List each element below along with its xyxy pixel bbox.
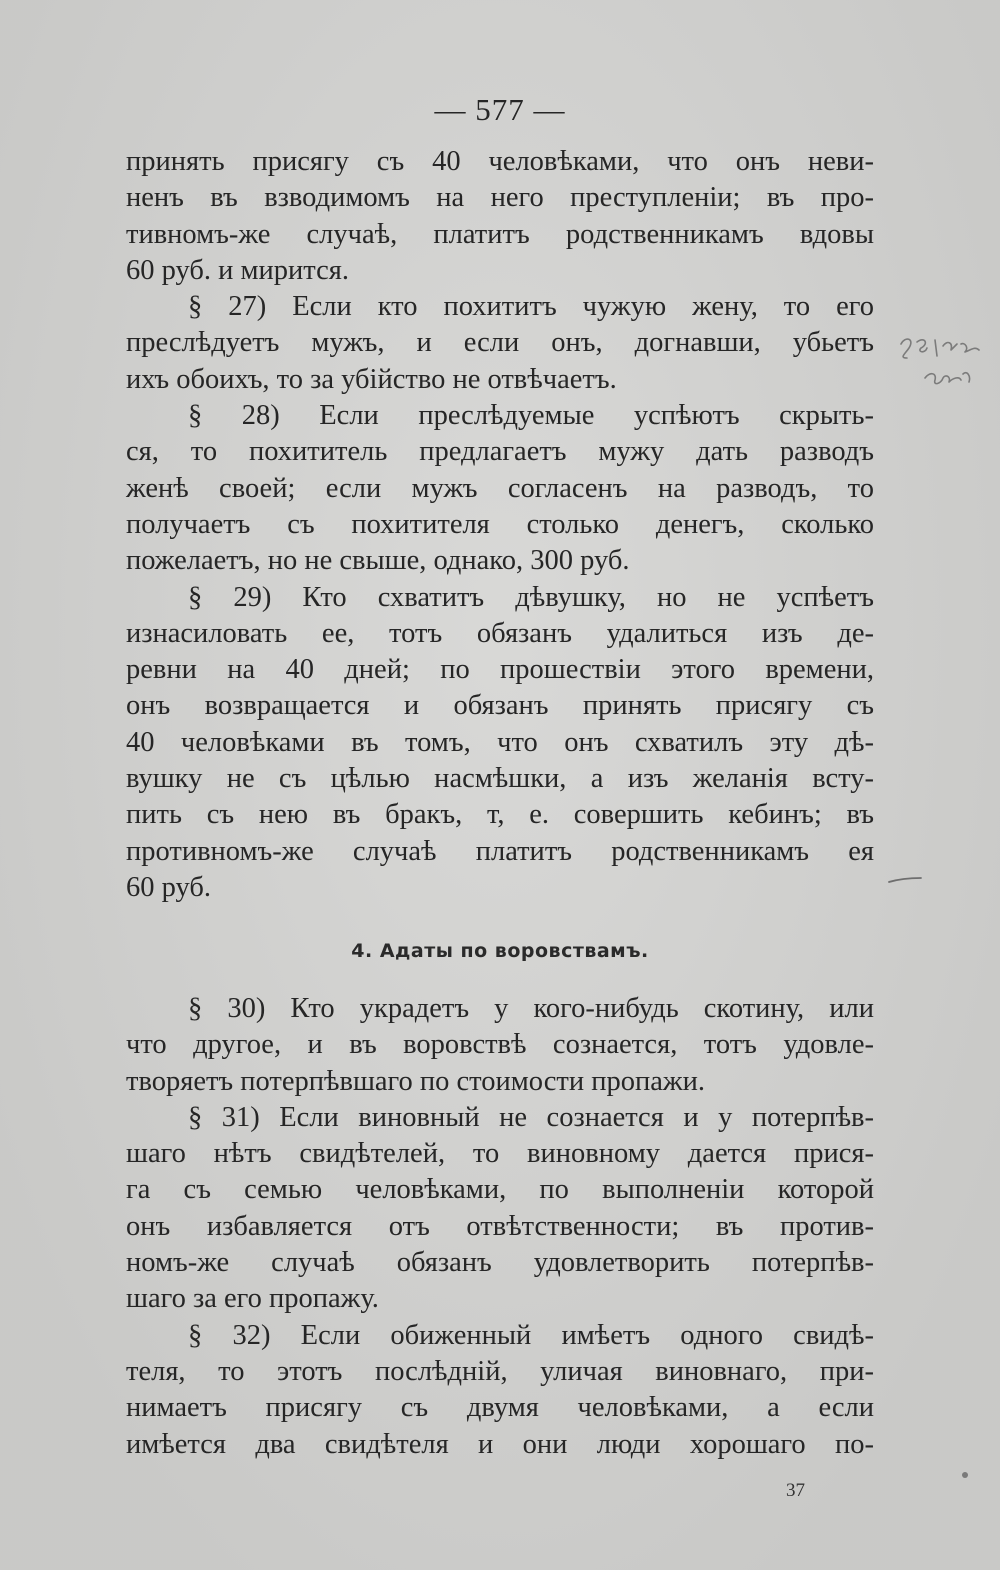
page-number: — 577 — xyxy=(434,92,566,127)
text-line: тивномъ-же случаѣ, платитъ родственникамъ вдовы xyxy=(126,218,874,250)
text-line: ся, то похититель предлагаетъ мужу дать разводъ xyxy=(126,436,874,468)
paragraph-30-start: § 30) Кто украдетъ у кого-нибудь скотину, или xyxy=(188,993,874,1024)
text-line: 60 руб. и мирится. xyxy=(126,254,349,286)
section-heading: 4. Адаты по воровствамъ. xyxy=(351,940,649,962)
text-line: пожелаетъ, но не свыше, однако, 300 руб. xyxy=(126,545,630,577)
paragraph-31-start: § 31) Если виновный не сознается и у потерпѣв- xyxy=(188,1101,874,1133)
text-line: что другое, и въ воровствѣ сознается, тотъ удовле- xyxy=(126,1029,874,1061)
text-line: творяетъ потерпѣвшаго по стоимости пропажи. xyxy=(126,1065,705,1097)
text-line: онъ избавляется отъ отвѣтственности; въ против- xyxy=(126,1210,874,1242)
paragraph-27-start: § 27) Если кто похититъ чужую жену, то его xyxy=(188,291,874,323)
text-line: получаетъ съ похитителя столько денегъ, сколько xyxy=(126,508,874,540)
text-line: онъ возвращается и обязанъ принять присягу съ xyxy=(126,690,874,722)
text-line: га съ семью человѣками, по выполненіи которой xyxy=(126,1174,874,1206)
text-line: изнасиловать ее, тотъ обязанъ удалиться изъ де- xyxy=(126,617,874,649)
paragraph-32-start: § 32) Если обиженный имѣетъ одного свидѣ- xyxy=(188,1319,874,1351)
text-line: 40 человѣками въ томъ, что онъ схватилъ эту дѣ- xyxy=(126,726,874,758)
text-line: пить съ нею въ бракъ, т, е. совершить кебинъ; въ xyxy=(126,799,874,831)
text-line: номъ-же случаѣ обязанъ удовлетворить потерпѣв- xyxy=(126,1247,874,1279)
signature-mark: 37 xyxy=(786,1480,805,1501)
text-line: 60 руб. xyxy=(126,871,211,903)
text-line: ненъ въ взводимомъ на него преступленіи; въ про- xyxy=(126,182,874,214)
text-line: преслѣдуетъ мужъ, и если онъ, догнавши, убьетъ xyxy=(126,327,874,359)
margin-dot-mark xyxy=(958,1468,972,1482)
text-line: нимаетъ присягу съ двумя человѣками, а если xyxy=(126,1392,874,1424)
text-line: принять присягу съ 40 человѣками, что онъ неви- xyxy=(126,146,874,177)
text-line: противномъ-же случаѣ платитъ родственникамъ ея xyxy=(126,835,874,867)
text-block-main xyxy=(126,144,874,906)
text-line: вушку не съ цѣлью насмѣшки, а изъ желанія всту- xyxy=(126,763,874,795)
text-block-theft xyxy=(126,991,874,1463)
text-line: шаго за его пропажу. xyxy=(126,1283,379,1315)
handwritten-margin-note xyxy=(895,334,995,404)
paragraph-28-start: § 28) Если преслѣдуемые успѣютъ скрыть- xyxy=(188,400,874,432)
text-line: шаго нѣтъ свидѣтелей, то виновному дается прися- xyxy=(126,1138,874,1170)
paragraph-29-start: § 29) Кто схватитъ дѣвушку, но не успѣетъ xyxy=(188,581,874,613)
text-line: ревни на 40 дней; по прошествіи этого времени, xyxy=(126,654,874,686)
text-line: ихъ обоихъ, то за убійство не отвѣчаетъ. xyxy=(126,363,617,395)
text-line: теля, то этотъ послѣдній, уличая виновнаго, при- xyxy=(126,1355,874,1387)
text-line: имѣется два свидѣтеля и они люди хорошаго по- xyxy=(126,1428,874,1460)
handwritten-dash-mark xyxy=(885,870,925,890)
text-line: женѣ своей; если мужъ согласенъ на разводъ, то xyxy=(126,472,874,504)
